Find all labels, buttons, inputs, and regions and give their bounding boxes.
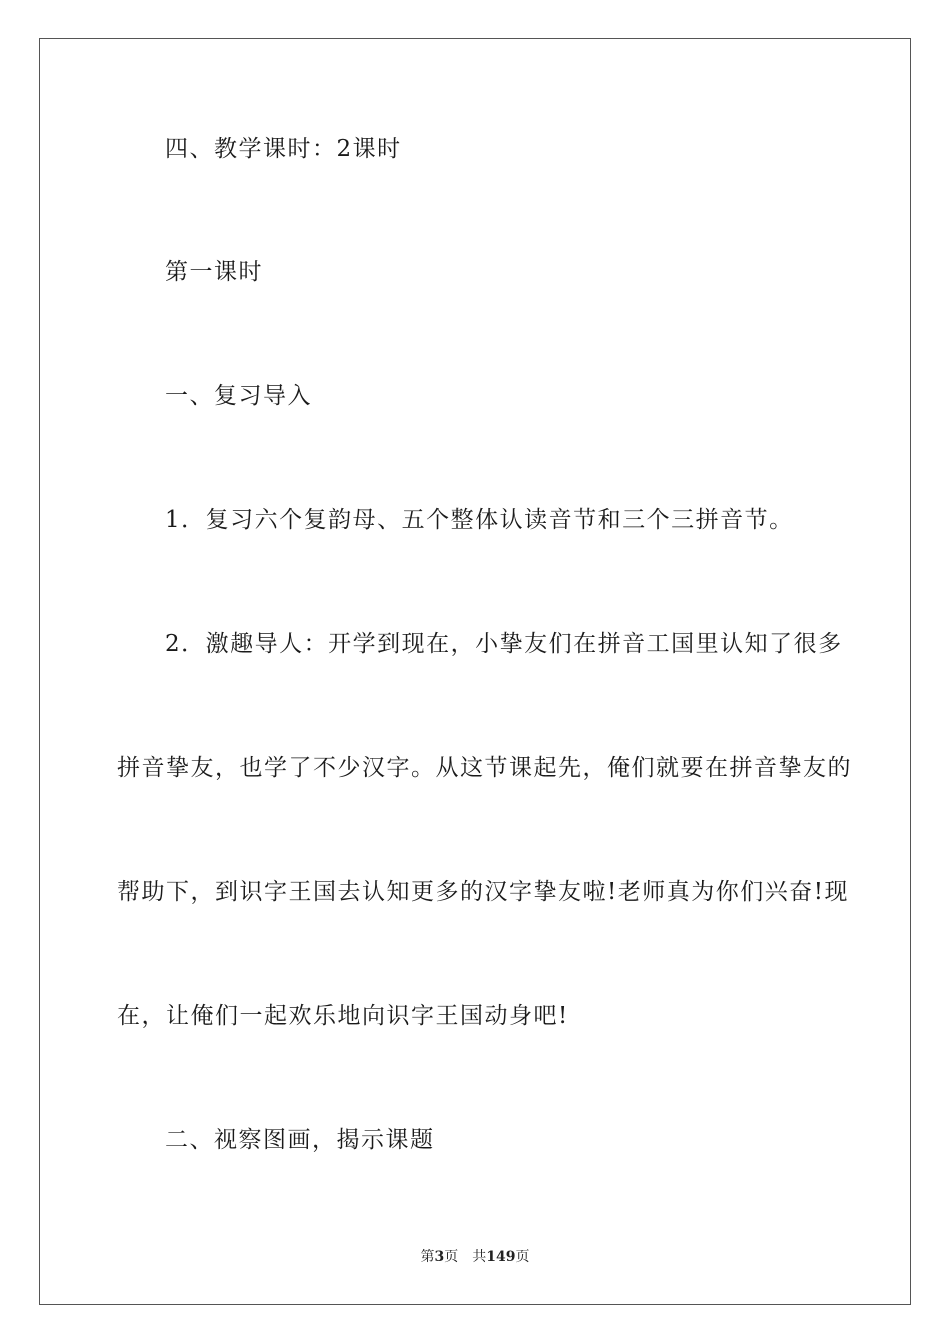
page-footer [0,1248,950,1266]
paragraph-item-1: 1．复习六个复韵母、五个整体认读音节和三个三拼音节。 [165,507,794,533]
total-prefix: 共 [472,1249,487,1265]
paragraph-item-2-line-1: 2．激趣导人：开学到现在，小挚友们在拼音工国里认知了很多 [165,631,843,657]
section-heading-review: 一、复习导入 [165,383,312,409]
paragraph-item-2-line-3: 帮助下，到识字王国去认知更多的汉字挚友啦!老师真为你们兴奋!现 [117,879,849,905]
section-heading-observe: 二、视察图画，揭示课题 [165,1127,435,1153]
total-page-count: 149 [486,1249,516,1265]
page-prefix: 第 [420,1249,435,1265]
current-page-number: 3 [434,1249,445,1265]
total-suffix: 页 [515,1249,530,1265]
paragraph-item-2-line-4: 在，让俺们一起欢乐地向识字王国动身吧! [117,1003,569,1029]
paragraph-item-2-line-2: 拼音挚友，也学了不少汉字。从这节课起先，俺们就要在拼音挚友的 [117,755,852,781]
section-heading-lesson-hours: 四、教学课时：2课时 [165,136,402,162]
lesson-title-first: 第一课时 [165,259,263,285]
page-border [39,38,911,1305]
page-suffix: 页 [444,1249,459,1265]
